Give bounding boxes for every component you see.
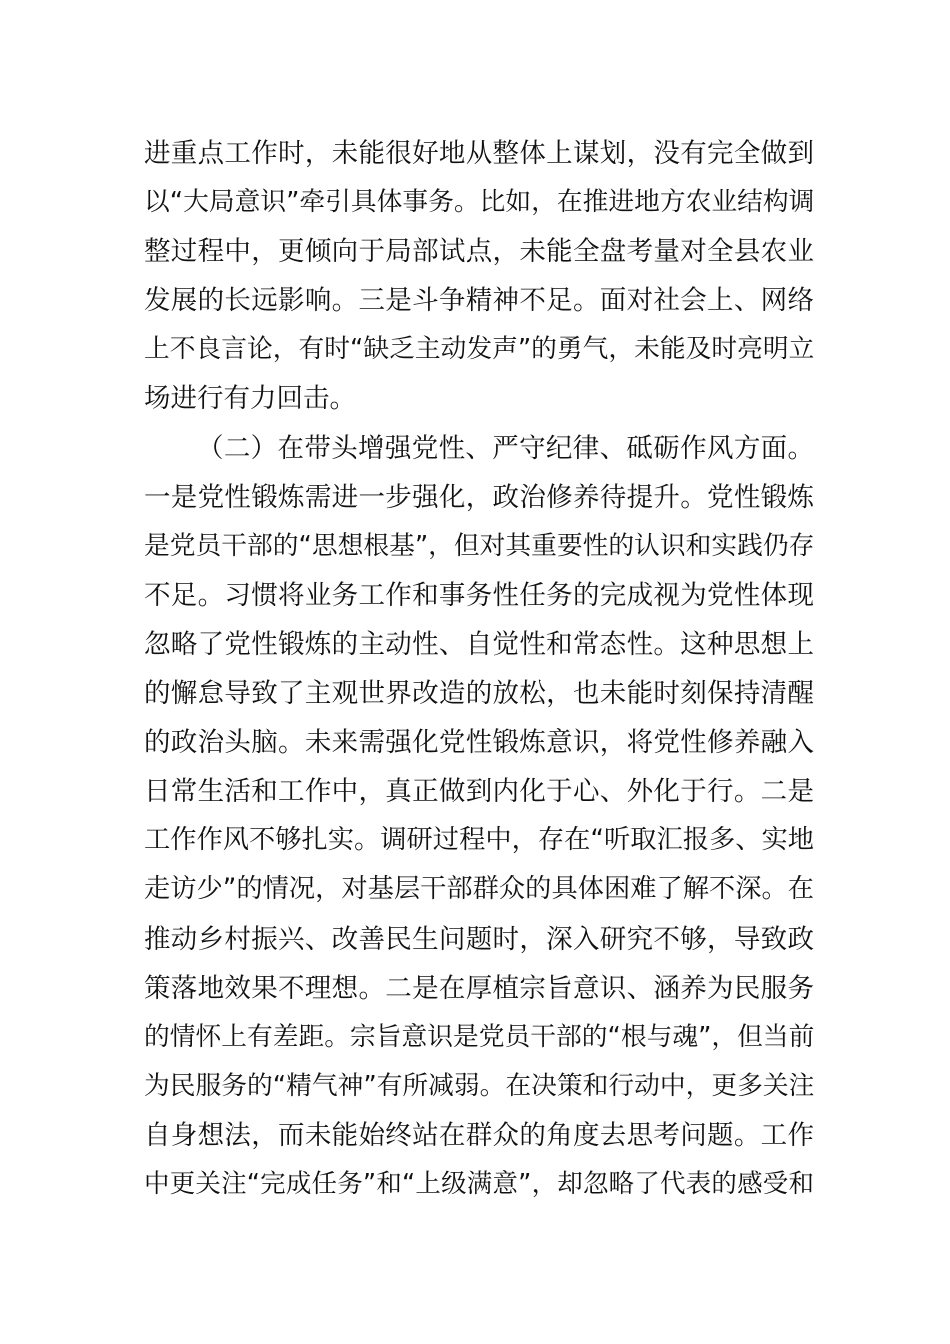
text-line-18: 策落地效果不理想。二是在厚植宗旨意识、涵养为民服务 <box>144 972 814 1004</box>
text-line-5: 上不良言论，有时“缺乏主动发声”的勇气，未能及时亮明立 <box>144 334 815 365</box>
text-line-17: 推动乡村振兴、改善民生问题时，深入研究不够，导致政 <box>144 923 814 955</box>
text-line-8: 一是党性锻炼需进一步强化，政治修养待提升。党性锻炼 <box>144 481 814 513</box>
text-line-13: 的政治头脑。未来需强化党性锻炼意识，将党性修养融入 <box>144 727 814 759</box>
text-line-11: 忽略了党性锻炼的主动性、自觉性和常态性。这种思想上 <box>144 628 814 660</box>
text-line-14: 日常生活和工作中，真正做到内化于心、外化于行。二是 <box>144 776 814 808</box>
text-line-22: 中更关注“完成任务”和“上级满意”，却忽略了代表的感受和 <box>144 1168 814 1199</box>
text-line-19: 的情怀上有差距。宗旨意识是党员干部的“根与魂”，但当前 <box>144 1021 815 1052</box>
text-line-6: 场进行有力回击。 <box>144 383 356 415</box>
text-line-1: 进重点工作时，未能很好地从整体上谋划，没有完全做到 <box>144 138 814 169</box>
text-line-15: 工作作风不够扎实。调研过程中，存在“听取汇报多、实地 <box>144 825 814 856</box>
text-line-2: 以“大局意识”牵引具体事务。比如，在推进地方农业结构调 <box>144 187 815 218</box>
body-text <box>144 129 814 1209</box>
text-line-12: 的懈怠导致了主观世界改造的放松，也未能时刻保持清醒 <box>144 678 814 710</box>
text-line-20: 为民服务的“精气神”有所减弱。在决策和行动中，更多关注 <box>144 1070 815 1101</box>
text-line-4: 发展的长远影响。三是斗争精神不足。面对社会上、网络 <box>144 285 814 317</box>
text-line-10: 不足。习惯将业务工作和事务性任务的完成视为党性体现 <box>144 579 814 611</box>
text-line-3: 整过程中，更倾向于局部试点，未能全盘考量对全县农业 <box>144 236 814 268</box>
text-line-21: 自身想法，而未能始终站在群众的角度去思考问题。工作 <box>144 1119 814 1151</box>
section-heading: （二）在带头增强党性、严守纪律、砥砺作风方面。 <box>197 432 814 464</box>
text-line-16: 走访少”的情况，对基层干部群众的具体困难了解不深。在 <box>144 874 814 905</box>
text-line-9: 是党员干部的“思想根基”，但对其重要性的认识和实践仍存 <box>144 530 815 561</box>
